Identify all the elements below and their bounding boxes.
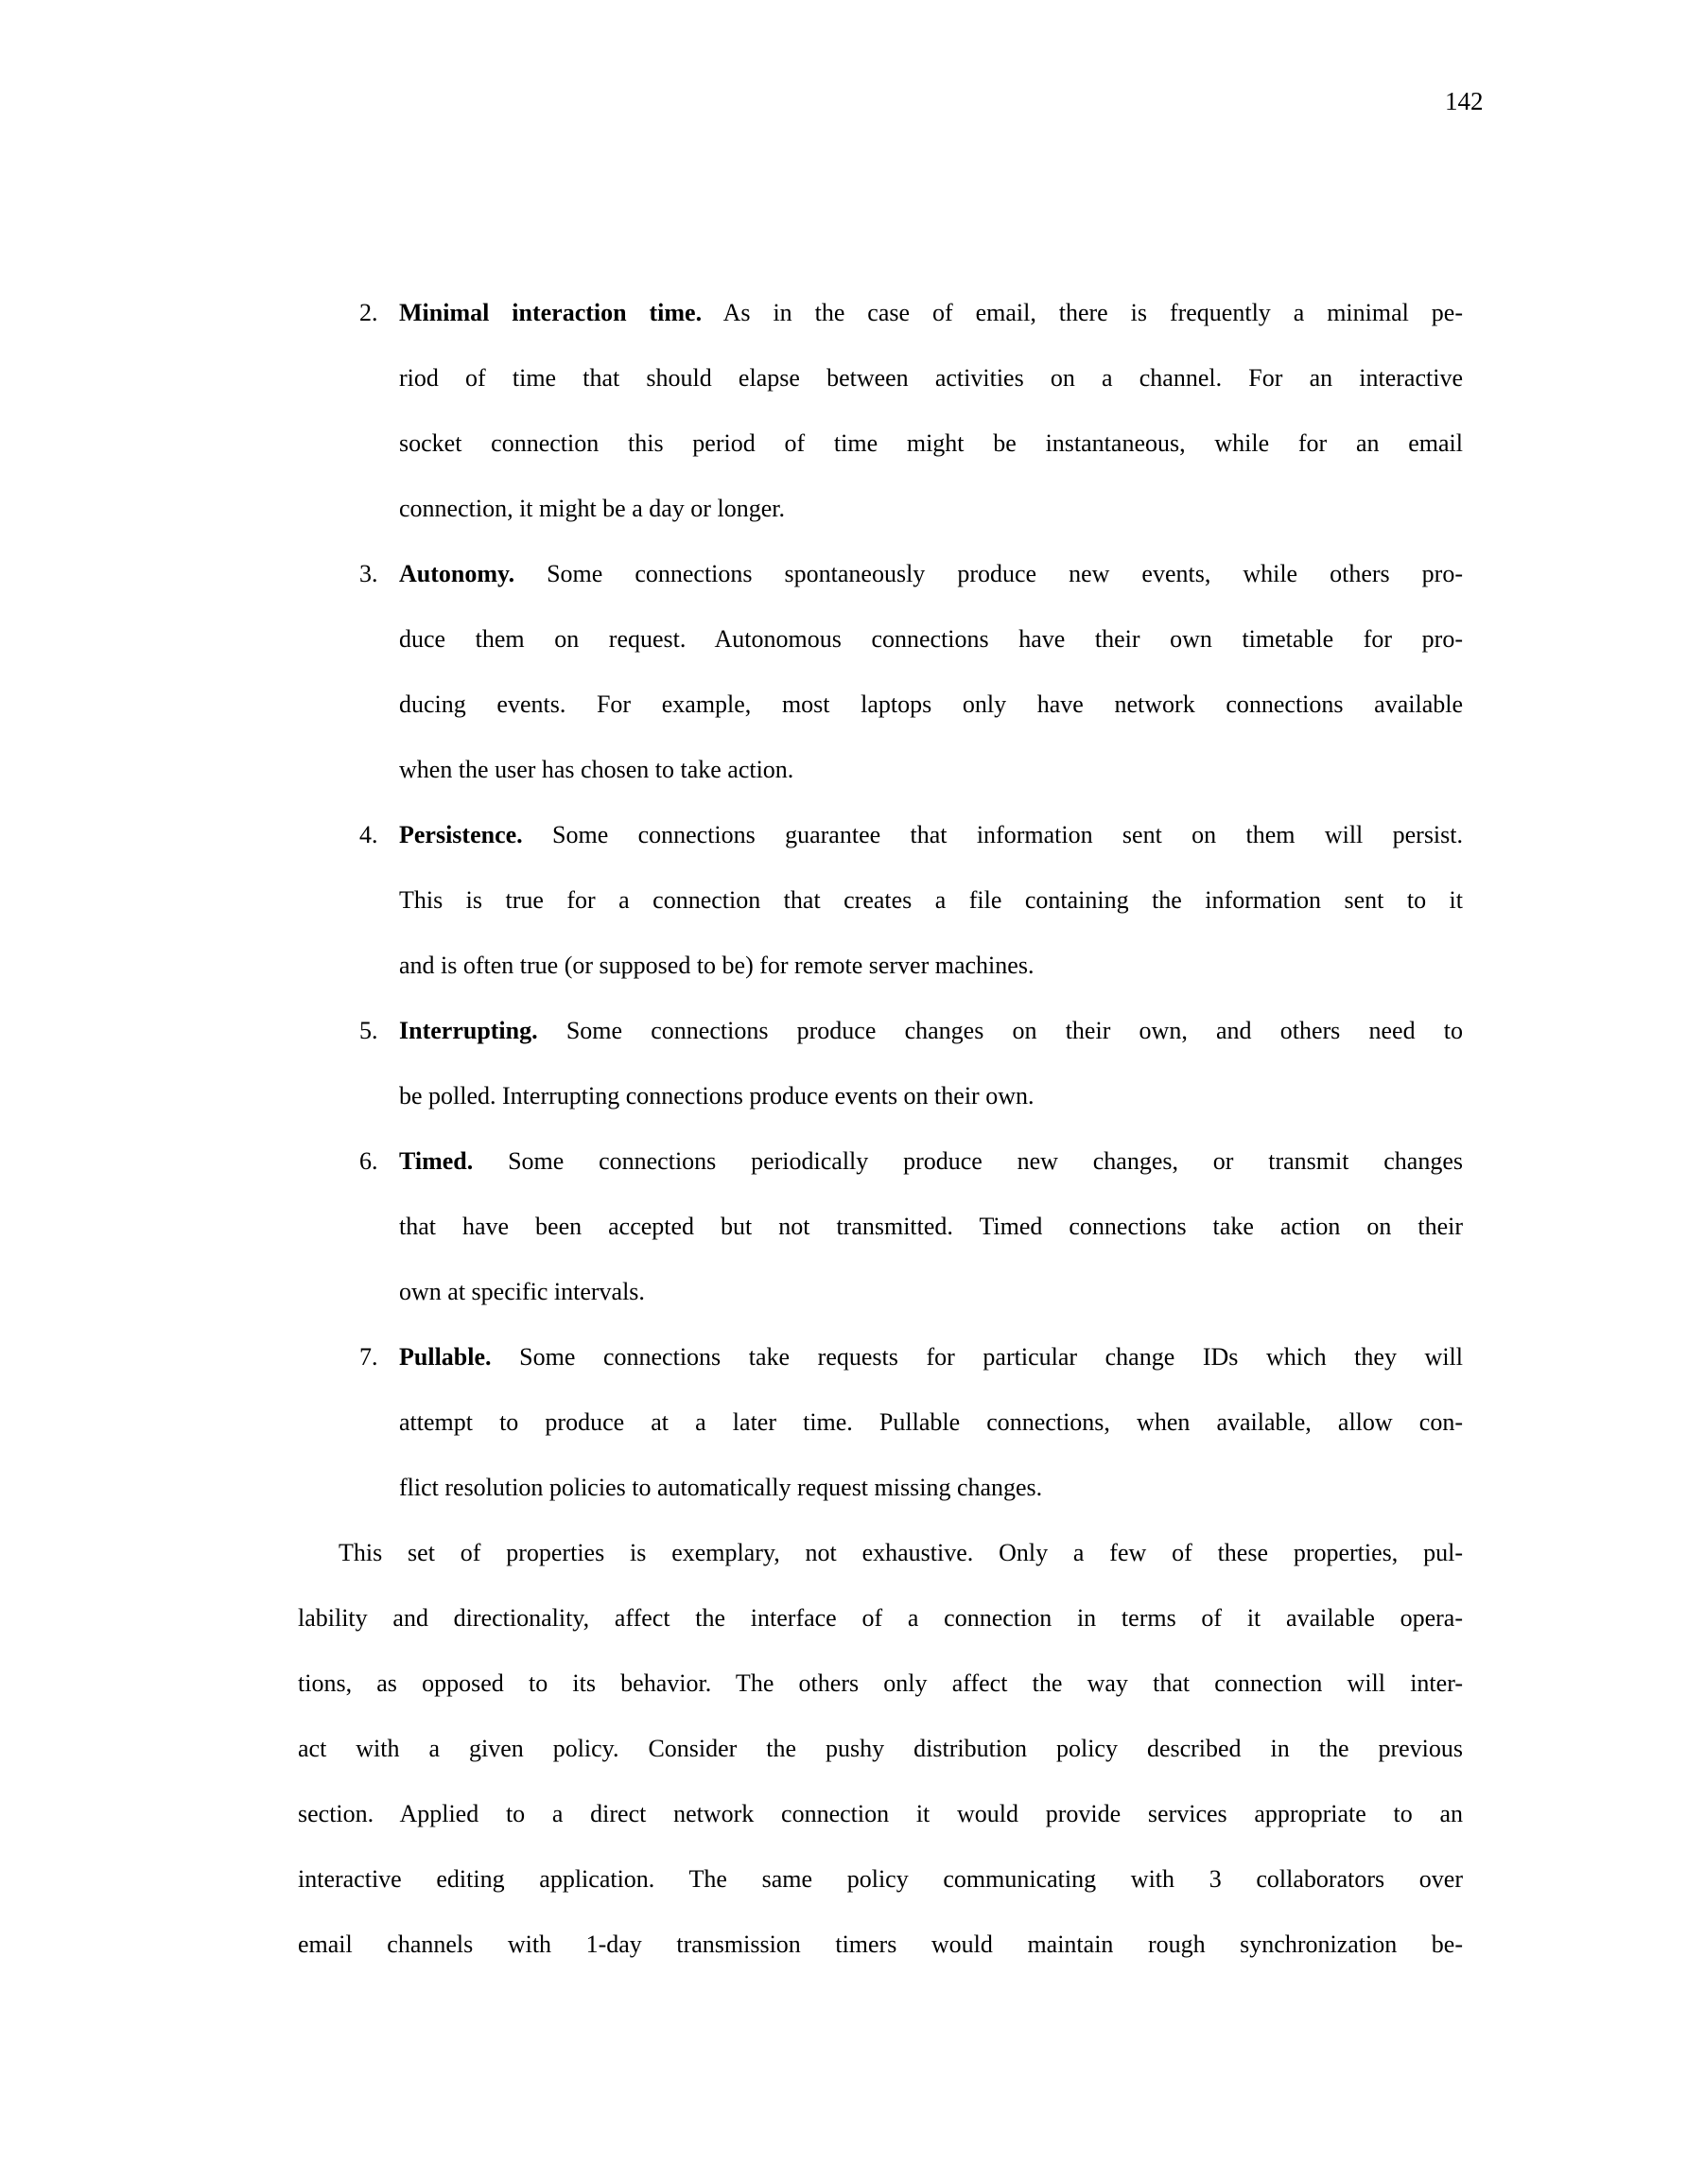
- list-item-marker: 3.: [359, 560, 378, 587]
- list-item-marker: 7.: [359, 1343, 378, 1371]
- text-line: act with a given policy. Consider the pushy distribution policy described in the previous: [298, 1735, 1463, 1762]
- text-line: This is true for a connection that creates a file containing the information sent to it: [399, 886, 1463, 914]
- numbered-list: [298, 280, 1463, 1520]
- list-item: [298, 1324, 1463, 1520]
- list-item-lead: Autonomy.: [399, 560, 515, 587]
- text-line: [359, 802, 1463, 867]
- list-item-lead: Timed.: [399, 1147, 474, 1175]
- list-item-text: Some connections guarantee that information sent on them will persist.: [552, 821, 1463, 848]
- text-line: This set of properties is exemplary, not exhaustive. Only a few of these properties, pul-: [339, 1539, 1463, 1566]
- list-item: [298, 541, 1463, 802]
- text-line: that have been accepted but not transmitted. Timed connections take action on their: [399, 1213, 1463, 1240]
- list-item-marker: 2.: [359, 299, 378, 326]
- text-line: flict resolution policies to automatically request missing changes.: [399, 1474, 1043, 1501]
- text-line: [359, 998, 1463, 1063]
- text-line: attempt to produce at a later time. Pullable connections, when available, allow con-: [399, 1408, 1463, 1436]
- text-line: when the user has chosen to take action.: [399, 756, 794, 783]
- page-number: 142: [1445, 87, 1484, 115]
- list-item-marker: 5.: [359, 1017, 378, 1044]
- text-line: duce them on request. Autonomous connections have their own timetable for pro-: [399, 625, 1463, 653]
- text-line: section. Applied to a direct network connection it would provide services appropriate to an: [298, 1800, 1463, 1827]
- list-item: [298, 280, 1463, 541]
- text-line: [359, 541, 1463, 606]
- list-item-marker: 6.: [359, 1147, 378, 1175]
- text-line: connection, it might be a day or longer.: [399, 495, 785, 522]
- list-item-lead: Interrupting.: [399, 1017, 538, 1044]
- list-item: [298, 998, 1463, 1128]
- text-line: [359, 280, 1463, 345]
- text-line: be polled. Interrupting connections produce events on their own.: [399, 1082, 1035, 1109]
- text-line: ducing events. For example, most laptops only have network connections available: [399, 690, 1463, 718]
- text-line: riod of time that should elapse between activities on a channel. For an interactive: [399, 364, 1463, 392]
- list-item-text: As in the case of email, there is frequently a minimal pe-: [722, 299, 1463, 326]
- list-item-text: Some connections take requests for particular change IDs which they will: [519, 1343, 1464, 1371]
- text-line: lability and directionality, affect the interface of a connection in terms of it available opera-: [298, 1604, 1463, 1632]
- list-item: [298, 1128, 1463, 1324]
- list-item-marker: 4.: [359, 821, 378, 848]
- list-item-text: Some connections periodically produce new changes, or transmit changes: [508, 1147, 1464, 1175]
- page-content: [298, 280, 1463, 1977]
- list-item-lead: Persistence.: [399, 821, 523, 848]
- list-item-lead: Pullable.: [399, 1343, 492, 1371]
- list-item-text: Some connections spontaneously produce new events, while others pro-: [547, 560, 1463, 587]
- list-item: [298, 802, 1463, 998]
- list-item-lead: Minimal interaction time.: [399, 299, 703, 326]
- text-line: tions, as opposed to its behavior. The others only affect the way that connection will inter-: [298, 1669, 1463, 1697]
- body-paragraph: [298, 1520, 1463, 1977]
- list-item-text: Some connections produce changes on their own, and others need to: [565, 1017, 1463, 1044]
- text-line: [359, 1128, 1464, 1194]
- text-line: email channels with 1-day transmission timers would maintain rough synchronization be-: [298, 1931, 1463, 1958]
- text-line: and is often true (or supposed to be) for remote server machines.: [399, 952, 1035, 979]
- text-line: [359, 1324, 1464, 1389]
- text-line: socket connection this period of time might be instantaneous, while for an email: [399, 429, 1463, 457]
- text-line: own at specific intervals.: [399, 1278, 645, 1305]
- text-line: interactive editing application. The same policy communicating with 3 collaborators over: [298, 1865, 1463, 1893]
